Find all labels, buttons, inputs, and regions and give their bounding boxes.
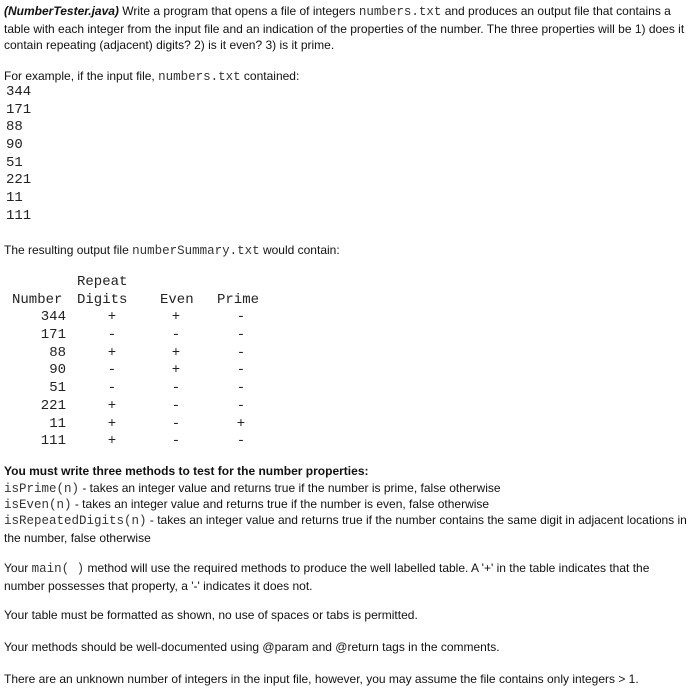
list-item: 111 — [6, 207, 32, 224]
input-assumption-paragraph: There are an unknown number of integers in the input file, however, you may assume the file contains only integers > 1. — [4, 672, 639, 686]
list-item: 171 — [6, 101, 32, 118]
methods-heading: You must write three methods to test for the number properties: — [4, 464, 369, 478]
main-method-paragraph: Your main( ) method will use the required methods to produce the well labelled table. A '+' in the table indicates that the number possesses that property, a '-' indicates it does not. — [4, 561, 650, 593]
list-item: 11 — [6, 190, 23, 207]
header-even: Even — [160, 291, 194, 308]
header-repeat: Repeat — [77, 274, 128, 290]
input-number-list — [6, 84, 31, 226]
example-intro: For example, if the input file, numbers.txt contained: — [4, 69, 300, 84]
intro-paragraph: (NumberTester.java) Write a program that opens a file of integers numbers.txt and produces an output file that contains a table with each integer from the input file and an indication of the properties of the number. The three properties will be 1) does it contain repeating (adjacent) digits? 2) is it even? 3) is it prime. — [4, 4, 685, 52]
header-digits: Digits — [77, 291, 128, 308]
list-item: 221 — [6, 172, 32, 189]
list-item: 51 — [6, 154, 23, 171]
list-item: 90 — [6, 137, 23, 154]
list-item: 88 — [6, 119, 23, 136]
method-isrepeateddigits: isRepeatedDigits(n) - takes an integer value and returns true if the number contains the same digit in adjacent locations in the number, false otherwise — [4, 513, 687, 545]
documentation-paragraph: Your methods should be well-documented using @param and @return tags in the comments. — [4, 640, 500, 654]
method-iseven: isEven(n) - takes an integer value and returns true if the number is even, false otherwise — [4, 497, 490, 512]
header-number: Number — [12, 291, 63, 308]
input-filename: numbers.txt — [358, 5, 442, 19]
program-title: (NumberTester.java) — [4, 4, 119, 18]
header-prime: Prime — [217, 291, 260, 308]
method-isprime: isPrime(n) - takes an integer value and returns true if the number is prime, false otherwise — [4, 481, 501, 496]
list-item: 344 — [6, 84, 32, 100]
output-intro: The resulting output file numberSummary.txt would contain: — [4, 243, 340, 258]
format-paragraph: Your table must be formatted as shown, no use of spaces or tabs is permitted. — [4, 608, 418, 622]
